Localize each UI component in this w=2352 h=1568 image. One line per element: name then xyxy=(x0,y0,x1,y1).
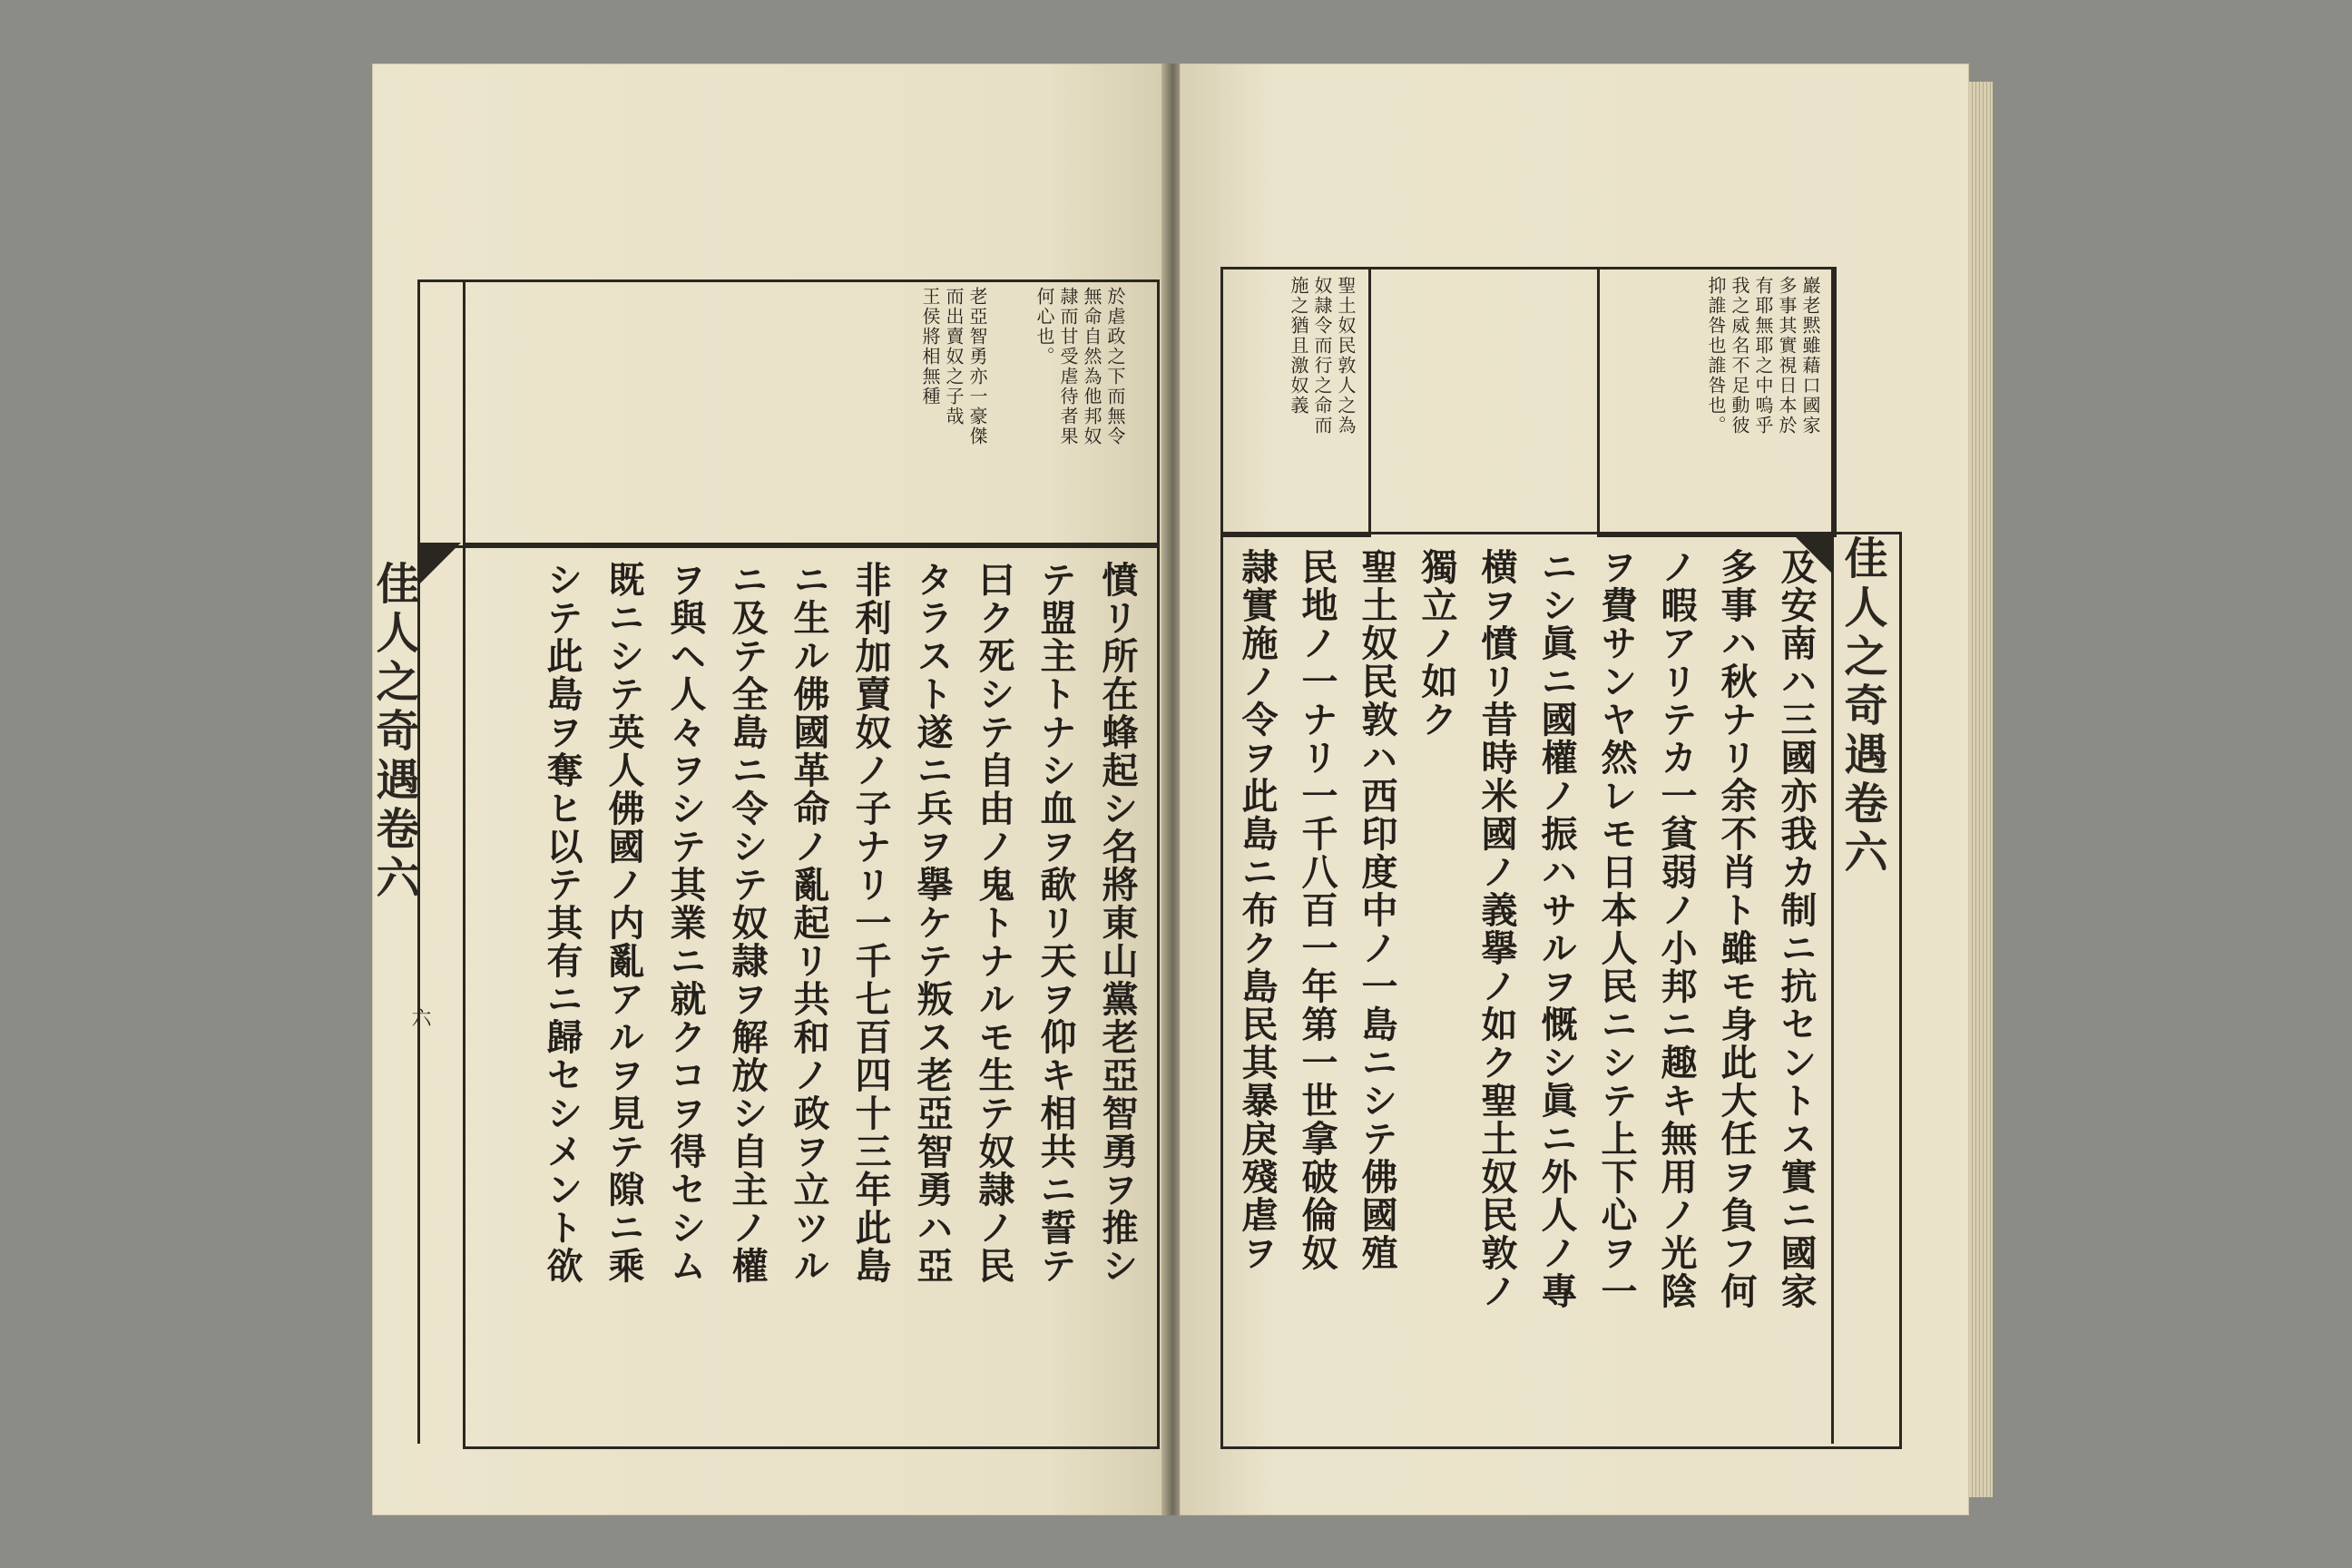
left-note-4: 何心也。 xyxy=(1034,287,1055,367)
left-line-2: テ盟主トナシ血ヲ歃リ天ヲ仰キ相共ニ誓テ xyxy=(1034,561,1077,1285)
right-line-8: 聖土奴民敦ハ西印度中ノ一島ニシテ佛國殖 xyxy=(1356,548,1398,1272)
left-page-number: 六 xyxy=(408,1007,431,1027)
right-line-2: 多事ハ秋ナリ余不肖ト雖モ身此大任ヲ負フ何 xyxy=(1715,548,1758,1310)
right-page xyxy=(1180,64,1969,1515)
right-line-4: ヲ費サンヤ然レモ日本人民ニシテ上下心ヲ一 xyxy=(1595,548,1638,1310)
left-line-6: ニ生ル佛國革命ノ亂起リ共和ノ政ヲ立ツル xyxy=(788,561,830,1285)
right-line-1: 及安南ハ三國亦我カ制ニ抗セントス實ニ國家 xyxy=(1775,548,1818,1310)
left-line-7: ニ及テ全島ニ令シテ奴隷ヲ解放シ自主ノ權 xyxy=(726,561,769,1285)
fish-tail-mark-icon xyxy=(420,543,461,583)
left-line-1: 憤リ所在蜂起シ名將東山黨老亞智勇ヲ推シ xyxy=(1096,561,1139,1285)
left-note-3: 隷而甘受虐待者果 xyxy=(1057,287,1079,446)
left-margin-title: 佳人之奇遇卷六 xyxy=(368,561,419,904)
right-margin-rule xyxy=(1831,267,1834,1444)
left-note-7: 王侯將相無種 xyxy=(919,287,941,407)
left-line-3: 曰ク死シテ自由ノ鬼トナルモ生テ奴隷ノ民 xyxy=(973,561,1015,1285)
left-note-2: 無命自然為他邦奴 xyxy=(1081,287,1102,446)
left-line-5: 非利加賣奴ノ子ナリ一千七百四十三年此島 xyxy=(849,561,892,1285)
left-line-8: ヲ與ヘ人々ヲシテ其業ニ就クコヲ得セシム xyxy=(664,561,707,1285)
right-line-6: 横ヲ憤リ昔時米國ノ義擧ノ如ク聖土奴民敦ノ xyxy=(1475,548,1518,1310)
right-line-9: 民地ノ一ナリ一千八百一年第一世拿破倫奴 xyxy=(1296,548,1338,1272)
right-note-7: 奴隷令而行之命而 xyxy=(1311,276,1333,436)
left-line-4: タラスト遂ニ兵ヲ擧ケテ叛ス老亞智勇ハ亞 xyxy=(911,561,954,1285)
right-note-2: 多事其實視日本於 xyxy=(1776,276,1798,436)
left-note-6: 而出賣奴之子哉 xyxy=(943,287,965,426)
right-note-top xyxy=(1220,267,1831,270)
right-note-3: 有耶無耶之中嗚乎 xyxy=(1752,276,1774,436)
left-note-divider xyxy=(463,279,466,543)
left-line-10: シテ此島ヲ奪ヒ以テ其有ニ歸セシメント欲 xyxy=(541,561,583,1285)
right-line-10: 隷實施ノ令ヲ此島ニ布ク島民其暴戾殘虐ヲ xyxy=(1236,548,1279,1272)
right-line-5: ニシ眞ニ國權ノ振ハサルヲ慨シ眞ニ外人ノ專 xyxy=(1535,548,1578,1310)
left-page xyxy=(368,64,1166,1515)
right-note-4: 我之威名不足動彼 xyxy=(1729,276,1750,436)
right-note-5: 抑誰咎也誰咎也。 xyxy=(1705,276,1727,436)
right-line-7: 獨立ノ如ク xyxy=(1416,548,1458,739)
left-line-9: 既ニシテ英人佛國ノ内亂アルヲ見テ隙ニ乘 xyxy=(603,561,645,1285)
left-note-5: 老亞智勇亦一豪傑 xyxy=(966,287,988,446)
right-note-6: 聖土奴民敦人之為 xyxy=(1335,276,1357,436)
right-note-1: 巖老黙雖藉口國家 xyxy=(1799,276,1821,436)
right-line-3: ノ暇アリテカ一貧弱ノ小邦ニ趣キ無用ノ光陰 xyxy=(1655,548,1698,1310)
page-edges xyxy=(1969,82,1993,1497)
right-margin-title: 佳人之奇遇卷六 xyxy=(1837,535,1887,878)
open-book xyxy=(368,64,1996,1515)
right-note-8: 施之猶且激奴義 xyxy=(1288,276,1309,416)
left-note-1: 於虐政之下而無令 xyxy=(1104,287,1126,446)
